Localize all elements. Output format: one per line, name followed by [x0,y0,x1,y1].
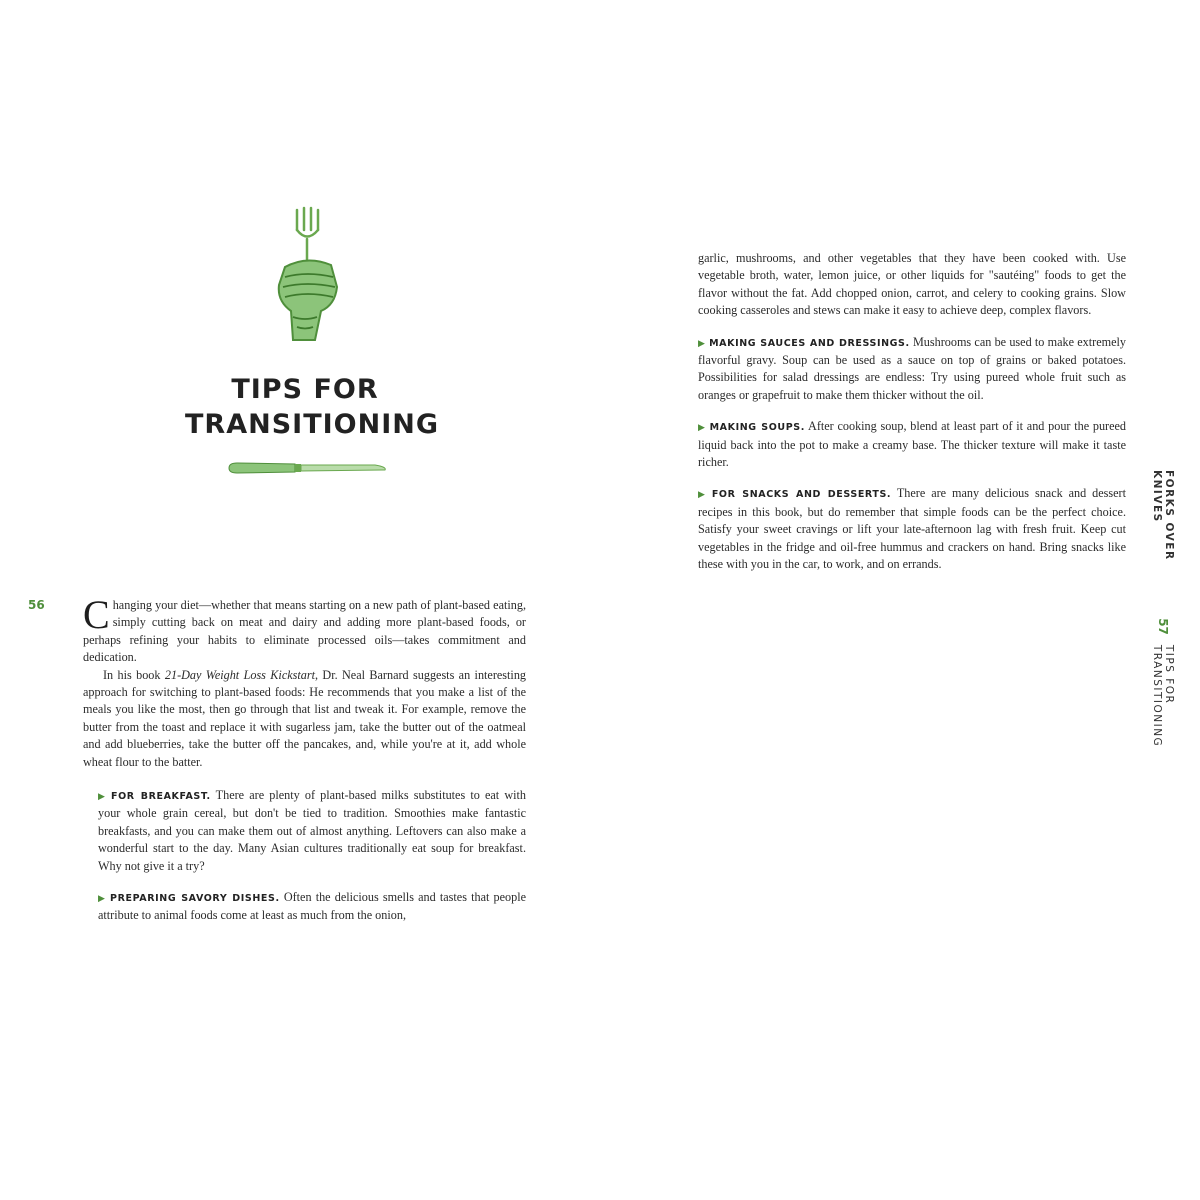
tip-item: ▶ PREPARING SAVORY DISHES. Often the delicious smells and tastes that people attribute to animal foods come at least as much from the onion, [98,890,526,923]
drop-cap: C [83,592,110,637]
triangle-arrow-icon: ▶ [698,489,708,500]
tips-list-left [98,787,526,925]
intro-paragraph-1: Changing your diet—whether that means starting on a new path of plant-based eating, simply cutting back on meat and dairy and adding more plant-based foods, or perhaps refining your habits to eliminate processed oils—takes commitment and dedication. [83,592,526,665]
tip-item: ▶ FOR SNACKS AND DESSERTS. There are many delicious snack and dessert recipes in this book, but do remember that simple foods can be the perfect choice. Satisfy your sweet cravings or lift your late-afternoon lag with fresh fruit. Keep cut vegetables in the fridge and oil-free hummus and crackers on hand. Bring snacks like these with you in the car, to work, and on errands. [698,486,1127,572]
hand-holding-fork-icon [255,205,355,345]
triangle-arrow-icon: ▶ [98,791,108,801]
tips-list-right [698,250,1126,574]
page-number-left: 56 [28,598,45,612]
running-head [1148,470,1178,800]
triangle-arrow-icon: ▶ [698,337,706,348]
triangle-arrow-icon: ▶ [98,893,107,904]
chapter-title-line1: TIPS FOR [231,374,379,405]
intro-text [83,592,527,771]
tip-item: ▶ MAKING SOUPS. After cooking soup, blend at least part of it and pour the pureed liquid back into the pot to make a creamy base. The thicker texture will make it taste richer. [698,419,1127,470]
tip-item: ▶ MAKING SAUCES AND DRESSINGS. Mushrooms can be used to make extremely flavorful gravy. Soup can be used as a sauce on top of grains or baked potatoes. Possibilities for salad dressings are endless: Try using pureed whole fruit such as oranges or grapefruit to make them thicker without the oil. [698,334,1127,402]
triangle-arrow-icon: ▶ [698,422,706,433]
chapter-title-line2: TRANSITIONING [185,409,440,440]
chapter-title [185,372,440,442]
page-number-right: 57 [1156,618,1170,635]
running-head-book: FORKS OVER KNIVES [1151,470,1175,561]
book-title: 21-Day Weight Loss Kickstart [164,667,315,682]
knife-icon [225,458,390,478]
intro-paragraph-2: In his book 21-Day Weight Loss Kickstart, Dr. Neal Barnard suggests an interesting approach for switching to plant-based foods: He recommends that you make a list of the meals you like the most, then go through that list and tweak it. For example, remove the butter from the toast and replace it with sugarless jam, take the butter out of the oatmeal and add blueberries, take the butter off the pancakes, and, while you're at it, add whole wheat flour to the batter. [83,667,527,769]
running-head-chapter: TIPS FOR TRANSITIONING [1151,644,1175,748]
tip-item: ▶ FOR BREAKFAST. There are plenty of plant-based milks substitutes to eat with your whole grain cereal, but don't be tied to tradition. Smoothies make fantastic breakfasts, and you can make them out of almost anything. Leftovers can also make a wonderful start to the day. Many Asian cultures traditionally eat soup for breakfast. Why not give it a try? [98,788,527,873]
continued-paragraph: garlic, mushrooms, and other vegetables that they have been cooked with. Use vegetable broth, water, lemon juice, or other liquids for "sautéing" foods to get the flavor without the fat. Add chopped onion, carrot, and celery to cooking grains. Slow cooking casseroles and stews can make it easy to achieve deep, complex flavors. [698,251,1126,318]
